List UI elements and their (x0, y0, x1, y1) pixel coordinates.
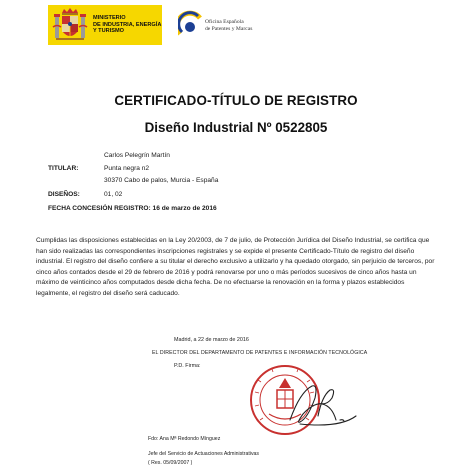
certificate-body-text: Cumplidas las disposiciones establecidas en la Ley 20/2003, de 7 de julio, de Protección Jurídica del Diseño Industrial, se certifica que han sido realizadas las correspondientes inscripciones registrales y se expide el presente Certificado-Título de registro del diseño industrial. El registro del diseño confiere a su titular el derecho exclusivo a utilizarlo y ha quedado otorgado, sin perjuicio de terceros, por cinco años contados desde el 29 de febrero de 2016 y podrá renovarse por uno o más períodos sucesivos de cinco años hasta un máximo de veinticinco años computados desde dicha fecha. De no efectuarse la renovación en la forma y plazos establecidos legalmente, el registro del diseño será caducado. (36, 237, 435, 297)
holder-address-line1: Punta negra n2 (104, 165, 150, 172)
ministry-line-2: DE INDUSTRIA, ENERGÍA (93, 21, 162, 28)
handwritten-signature-icon (290, 386, 356, 425)
certificate-subtitle: Diseño Industrial Nº 0522805 (144, 120, 328, 135)
ministry-line-1: MINISTERIO (93, 15, 126, 22)
grant-date-value: 16 de marzo de 2016 (152, 205, 217, 212)
holder-name: Carlos Pelegrín Martín (104, 152, 170, 159)
signer-role: Jefe del Servicio de Actuaciones Administrativas (148, 451, 260, 457)
designs-label: DISEÑOS: (48, 191, 80, 198)
ministry-line-3: Y TURISMO (93, 28, 124, 35)
holder-address-line2: 30370 Cabo de palos, Murcia - España (104, 177, 219, 184)
certificate-title: CERTIFICADO-TÍTULO DE REGISTRO (114, 93, 358, 108)
pd-firma: P.D. Firma: (174, 363, 201, 369)
grant-date-label: FECHA CONCESIÓN REGISTRO: (48, 205, 151, 212)
official-stamp-icon (251, 366, 319, 434)
oepm-line-2: de Patentes y Marcas (205, 25, 253, 32)
holder-label: TITULAR: (48, 165, 79, 172)
director-line: EL DIRECTOR DEL DEPARTAMENTO DE PATENTES E INFORMACIÓN TECNOLÓGICA (152, 350, 368, 356)
place-date: Madrid, a 22 de marzo de 2016 (174, 337, 249, 343)
oepm-line-1: Oficina Española (205, 19, 244, 25)
designs-value: 01, 02 (104, 191, 123, 198)
resolution-ref: ( Res. 05/09/2007 ) (148, 460, 193, 466)
signed-by: Fdo: Ana Mª Redondo Mínguez (148, 436, 221, 442)
